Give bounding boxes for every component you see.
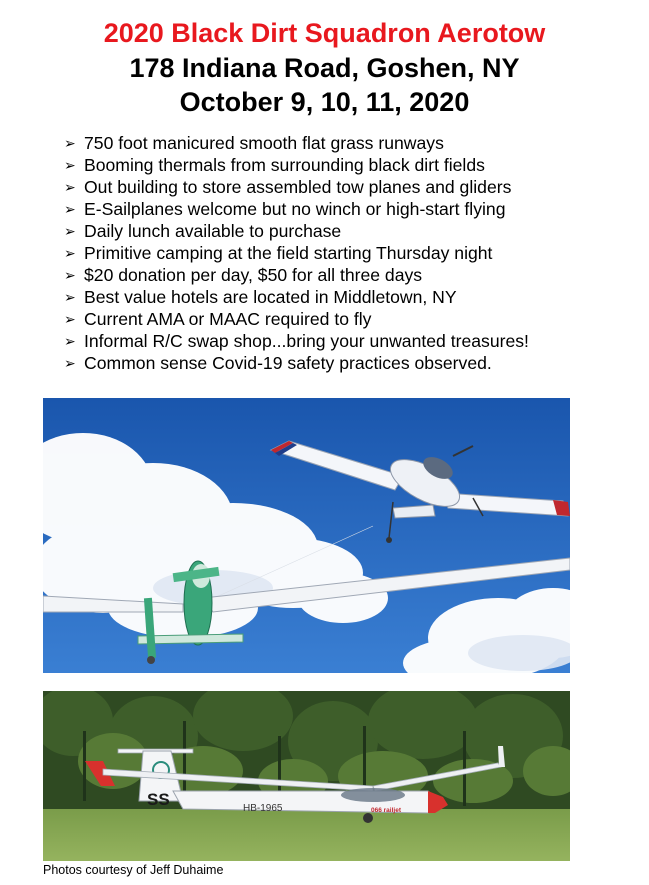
list-item-text: Out building to store assembled tow planes and gliders <box>84 177 512 197</box>
list-item-text: Common sense Covid-19 safety practices observed. <box>84 353 492 373</box>
event-title: 2020 Black Dirt Squadron Aerotow <box>103 18 546 48</box>
list-item <box>64 308 529 330</box>
list-item <box>64 220 529 242</box>
list-item <box>64 352 529 374</box>
glider-fuselage-text: 066 railjet <box>371 807 401 814</box>
arrow-bullet-icon: ➢ <box>64 157 76 173</box>
arrow-bullet-icon: ➢ <box>64 311 76 327</box>
list-item-text: $20 donation per day, $50 for all three days <box>84 265 423 285</box>
list-item <box>64 330 529 352</box>
arrow-bullet-icon: ➢ <box>64 179 76 195</box>
list-item-text: E-Sailplanes welcome but no winch or high-start flying <box>84 199 506 219</box>
arrow-bullet-icon: ➢ <box>64 135 76 151</box>
arrow-bullet-icon: ➢ <box>64 289 76 305</box>
list-item <box>64 132 529 154</box>
glider-landing-illustration <box>43 691 570 861</box>
glider-tail-text: SS <box>147 790 170 809</box>
arrow-bullet-icon: ➢ <box>64 333 76 349</box>
arrow-bullet-icon: ➢ <box>64 223 76 239</box>
list-item-text: Daily lunch available to purchase <box>84 221 342 241</box>
list-item <box>64 176 529 198</box>
list-item-text: 750 foot manicured smooth flat grass runways <box>84 133 444 153</box>
list-item <box>64 286 529 308</box>
aerotow-photo-illustration <box>43 398 570 673</box>
list-item <box>64 264 529 286</box>
list-item-text: Best value hotels are located in Middletown, NY <box>84 287 457 307</box>
list-item-text: Booming thermals from surrounding black dirt fields <box>84 155 485 175</box>
list-item <box>64 154 529 176</box>
list-item-text: Primitive camping at the field starting Thursday night <box>84 243 493 263</box>
list-item <box>64 198 529 220</box>
list-item <box>64 242 529 264</box>
glider-registration-text: HB-1965 <box>243 803 283 814</box>
event-dates: October 9, 10, 11, 2020 <box>179 87 470 117</box>
arrow-bullet-icon: ➢ <box>64 355 76 371</box>
aerotow-photo <box>43 398 570 673</box>
event-address: 178 Indiana Road, Goshen, NY <box>129 53 520 83</box>
list-item-text: Current AMA or MAAC required to fly <box>84 309 372 329</box>
arrow-bullet-icon: ➢ <box>64 245 76 261</box>
list-item-text: Informal R/C swap shop...bring your unwanted treasures! <box>84 331 529 351</box>
glider-landing-photo <box>43 691 570 861</box>
event-details-list <box>64 132 529 374</box>
photo-credit: Photos courtesy of Jeff Duhaime <box>43 863 224 877</box>
arrow-bullet-icon: ➢ <box>64 201 76 217</box>
arrow-bullet-icon: ➢ <box>64 267 76 283</box>
